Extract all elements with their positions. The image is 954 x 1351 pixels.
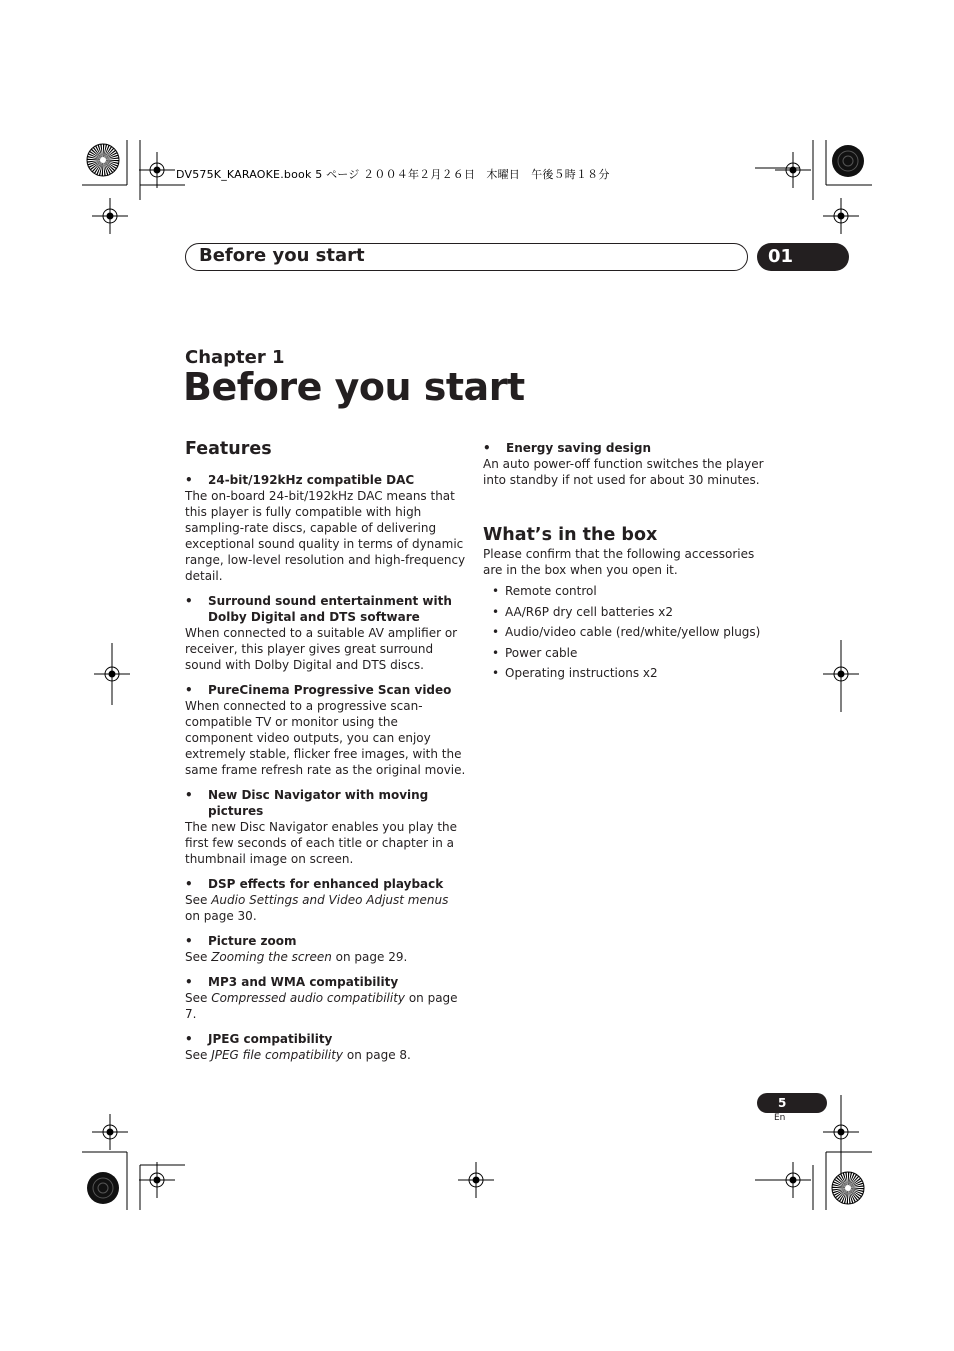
chapter-title: Before you start bbox=[183, 365, 525, 409]
accessories-list bbox=[483, 581, 765, 684]
feature-item bbox=[185, 974, 467, 1022]
cross-reference: Compressed audio compatibility bbox=[211, 991, 405, 1005]
page-number: 5 bbox=[778, 1096, 787, 1110]
feature-item-title: • MP3 and WMA compatibility bbox=[185, 975, 399, 989]
chapter-number-tab bbox=[757, 243, 849, 271]
feature-item-text: See JPEG file compatibility on page 8. bbox=[185, 1048, 411, 1062]
cross-reference: Zooming the screen bbox=[211, 950, 332, 964]
registration-target-icon bbox=[775, 1162, 811, 1198]
feature-item bbox=[185, 593, 467, 673]
feature-item bbox=[185, 787, 467, 867]
density-target-icon bbox=[832, 145, 864, 177]
feature-item-text: The on-board 24-bit/192kHz DAC means that this player is fully compatible with high sampling-rate discs, capable of delivering exceptional sound quality in terms of dynamic range, low-level resolution and high-frequency detail. bbox=[185, 489, 466, 583]
feature-item-text: An auto power-off function switches the player into standby if not used for about 30 minutes. bbox=[483, 457, 764, 487]
accessory-item: • Operating instructions x2 bbox=[483, 663, 765, 684]
accessory-item: • Power cable bbox=[483, 643, 765, 664]
whats-in-the-box-heading: What’s in the box bbox=[483, 525, 658, 545]
registration-target-icon bbox=[139, 152, 175, 188]
registration-target-icon bbox=[823, 198, 859, 234]
box-intro-text: Please confirm that the following accessories are in the box when you open it. bbox=[483, 547, 755, 577]
star-target-icon bbox=[87, 144, 119, 176]
feature-item-title: • Picture zoom bbox=[185, 934, 297, 948]
feature-item-title: • New Disc Navigator with moving pictures bbox=[185, 788, 429, 818]
feature-item-title: • DSP effects for enhanced playback bbox=[185, 877, 444, 891]
right-column bbox=[483, 440, 765, 684]
cross-reference: Audio Settings and Video Adjust menus bbox=[211, 893, 449, 907]
feature-item-text: See Compressed audio compatibility on page 7. bbox=[185, 991, 458, 1021]
feature-item-title: • JPEG compatibility bbox=[185, 1032, 333, 1046]
density-target-icon bbox=[87, 1172, 119, 1204]
feature-item-text: When connected to a progressive scan-compatible TV or monitor using the component video outputs, you can enjoy extremely stable, flicker free images, with the same frame refresh rate as the original movie. bbox=[185, 699, 466, 777]
accessory-item: • AA/R6P dry cell batteries x2 bbox=[483, 602, 765, 623]
feature-item bbox=[185, 472, 467, 584]
registration-target-icon bbox=[458, 1162, 494, 1198]
feature-item bbox=[185, 682, 467, 778]
page-number-tab bbox=[757, 1093, 827, 1113]
running-header-title: Before you start bbox=[199, 245, 365, 266]
feature-item-title: • PureCinema Progressive Scan video bbox=[185, 683, 452, 697]
feature-item bbox=[185, 933, 467, 965]
registration-target-icon bbox=[823, 1114, 859, 1150]
accessory-item: • Remote control bbox=[483, 581, 765, 602]
feature-item-title: • Surround sound entertainment with Dolby Digital and DTS software bbox=[185, 594, 452, 624]
registration-target-icon bbox=[92, 198, 128, 234]
star-target-icon bbox=[832, 1172, 864, 1204]
accessory-item: • Audio/video cable (red/white/yellow plugs) bbox=[483, 622, 765, 643]
print-slug-line: DV575K_KARAOKE.book 5 ページ ２００４年２月２６日 木曜日 午後５時１８分 bbox=[176, 168, 610, 181]
page-language: En bbox=[774, 1113, 786, 1123]
feature-item-title: • Energy saving design bbox=[483, 441, 651, 455]
chapter-label: Chapter 1 bbox=[185, 347, 285, 368]
registration-target-icon bbox=[92, 1114, 128, 1150]
feature-item bbox=[185, 1031, 467, 1063]
registration-target-icon bbox=[775, 152, 811, 188]
feature-item bbox=[185, 876, 467, 924]
feature-item-text: See Audio Settings and Video Adjust menus on page 30. bbox=[185, 893, 449, 923]
features-list bbox=[185, 472, 467, 1063]
features-column bbox=[185, 438, 467, 1072]
registration-target-icon bbox=[823, 656, 859, 692]
feature-item-title: • 24-bit/192kHz compatible DAC bbox=[185, 473, 415, 487]
cross-reference: JPEG file compatibility bbox=[211, 1048, 344, 1062]
feature-item-text: The new Disc Navigator enables you play the first few seconds of each title or chapter in a thumbnail image on screen. bbox=[185, 820, 458, 866]
feature-item-text: When connected to a suitable AV amplifier or receiver, this player gives great surround sound with Dolby Digital and DTS discs. bbox=[185, 626, 458, 672]
chapter-number: 01 bbox=[768, 246, 794, 267]
feature-item bbox=[483, 440, 765, 488]
feature-item-text: See Zooming the screen on page 29. bbox=[185, 950, 408, 964]
registration-target-icon bbox=[139, 1162, 175, 1198]
features-heading: Features bbox=[185, 439, 272, 459]
registration-target-icon bbox=[94, 656, 130, 692]
